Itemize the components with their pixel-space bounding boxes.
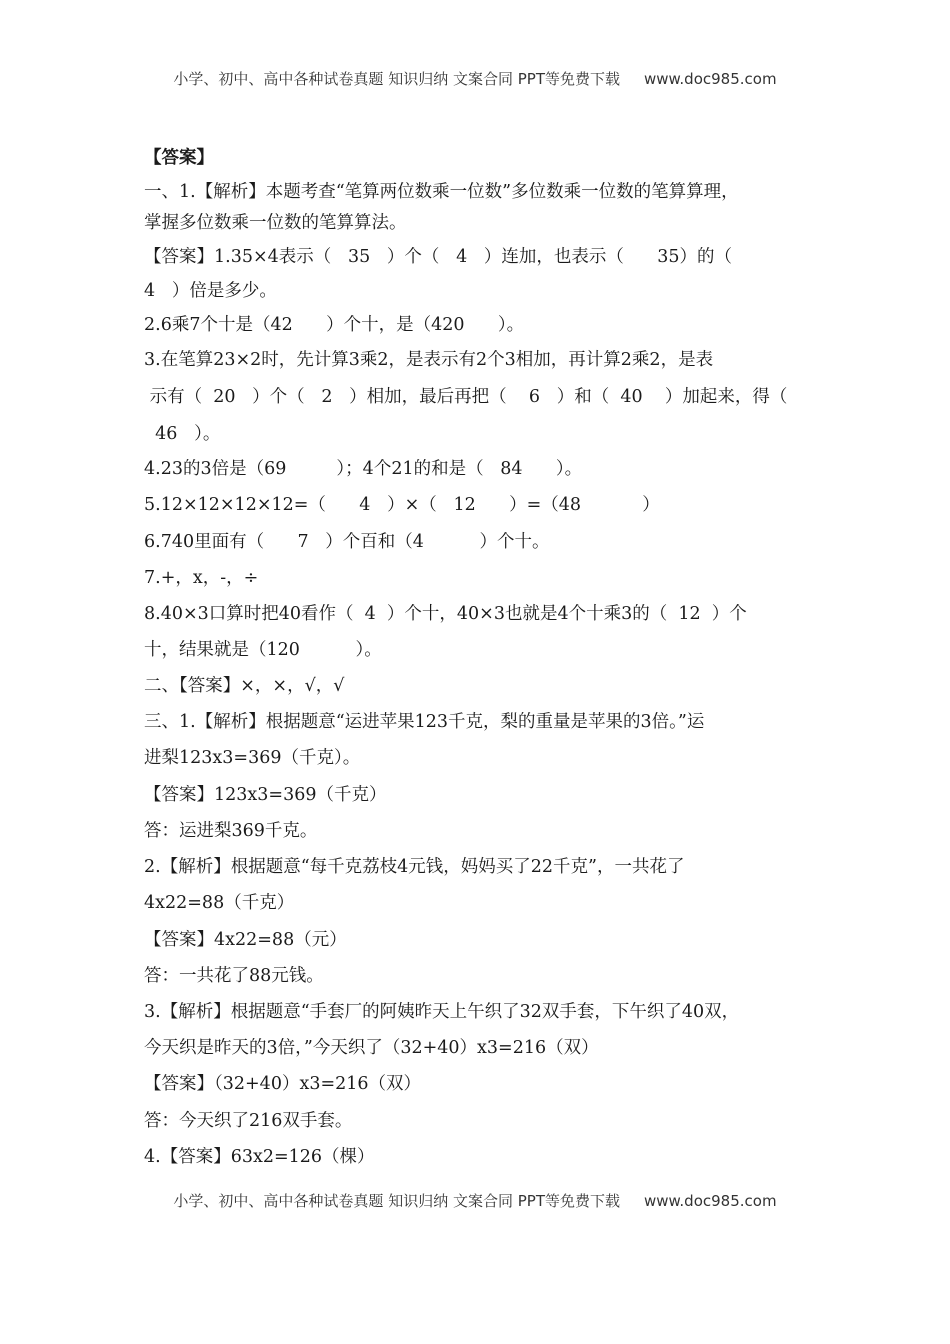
- text-line: 46 ）。: [144, 424, 221, 444]
- text-line: 8.40×3口算时把40看作（ 4 ）个十，40×3也就是4个十乘3的（ 12 ）个: [144, 604, 747, 624]
- text-line: 3.在笔算23×2时，先计算3乘2，是表示有2个3相加，再计算2乘2，是表: [144, 350, 714, 370]
- text-line: 掌握多位数乘一位数的笔算算法。: [144, 213, 407, 233]
- text-line: 十，结果就是（120 ）。: [144, 640, 382, 660]
- text-line: 示有（ 20 ）个（ 2 ）相加，最后再把（ 6 ）和（ 40 ）加起来，得（: [144, 387, 788, 407]
- text-line: 7.+，x，-，÷: [144, 568, 259, 588]
- text-line: 5.12×12×12×12=（ 4 ）×（ 12 ）=（48 ）: [144, 495, 660, 515]
- text-line: 答：运进梨369千克。: [144, 821, 318, 841]
- footer-text: 小学、初中、高中各种试卷真题 知识归纳 文案合同 PPT等免费下载: [173, 1192, 620, 1210]
- text-line: 4.【答案】63x2=126（棵）: [144, 1147, 375, 1167]
- footer-site: www.doc985.com: [643, 1192, 777, 1210]
- text-line: 一、1.【解析】本题考查“笔算两位数乘一位数”多位数乘一位数的笔算算理，: [144, 182, 739, 202]
- text-line: 【答案】4x22=88（元）: [144, 930, 347, 950]
- text-line: 4 ）倍是多少。: [144, 281, 277, 301]
- text-line: 4x22=88（千克）: [144, 893, 295, 913]
- text-line: 【答案】123x3=369（千克）: [144, 785, 387, 805]
- text-line: 今天织是昨天的3倍，”今天织了（32+40）x3=216（双）: [144, 1038, 599, 1058]
- text-line: 3.【解析】根据题意“手套厂的阿姨昨天上午织了32双手套，下午织了40双，: [144, 1002, 740, 1022]
- text-line: 进梨123x3=369（千克）。: [144, 748, 361, 768]
- text-line: 6.740里面有（ 7 ）个百和（4 ）个十。: [144, 532, 550, 552]
- text-line: 【答案】1.35×4表示（ 35 ）个（ 4 ）连加，也表示（ 35）的（: [144, 247, 733, 267]
- answer-heading: 【答案】: [144, 148, 214, 168]
- page-footer: [0, 1190, 950, 1211]
- page-header: [0, 68, 950, 89]
- text-line: 三、1.【解析】根据题意“运进苹果123千克，梨的重量是苹果的3倍。”运: [144, 712, 705, 732]
- text-line: 答：一共花了88元钱。: [144, 966, 324, 986]
- text-line: 2.【解析】根据题意“每千克荔枝4元钱，妈妈买了22千克”，一共花了: [144, 857, 685, 877]
- header-site: www.doc985.com: [643, 70, 777, 88]
- text-line: 4.23的3倍是（69 ）；4个21的和是（ 84 ）。: [144, 459, 583, 479]
- header-text: 小学、初中、高中各种试卷真题 知识归纳 文案合同 PPT等免费下载: [173, 70, 620, 88]
- text-line: 二、【答案】×，×，√，√: [144, 676, 345, 696]
- text-line: 答：今天织了216双手套。: [144, 1111, 353, 1131]
- text-line: 2.6乘7个十是（42 ）个十，是（420 ）。: [144, 315, 525, 335]
- text-line: 【答案】（32+40）x3=216（双）: [144, 1074, 422, 1094]
